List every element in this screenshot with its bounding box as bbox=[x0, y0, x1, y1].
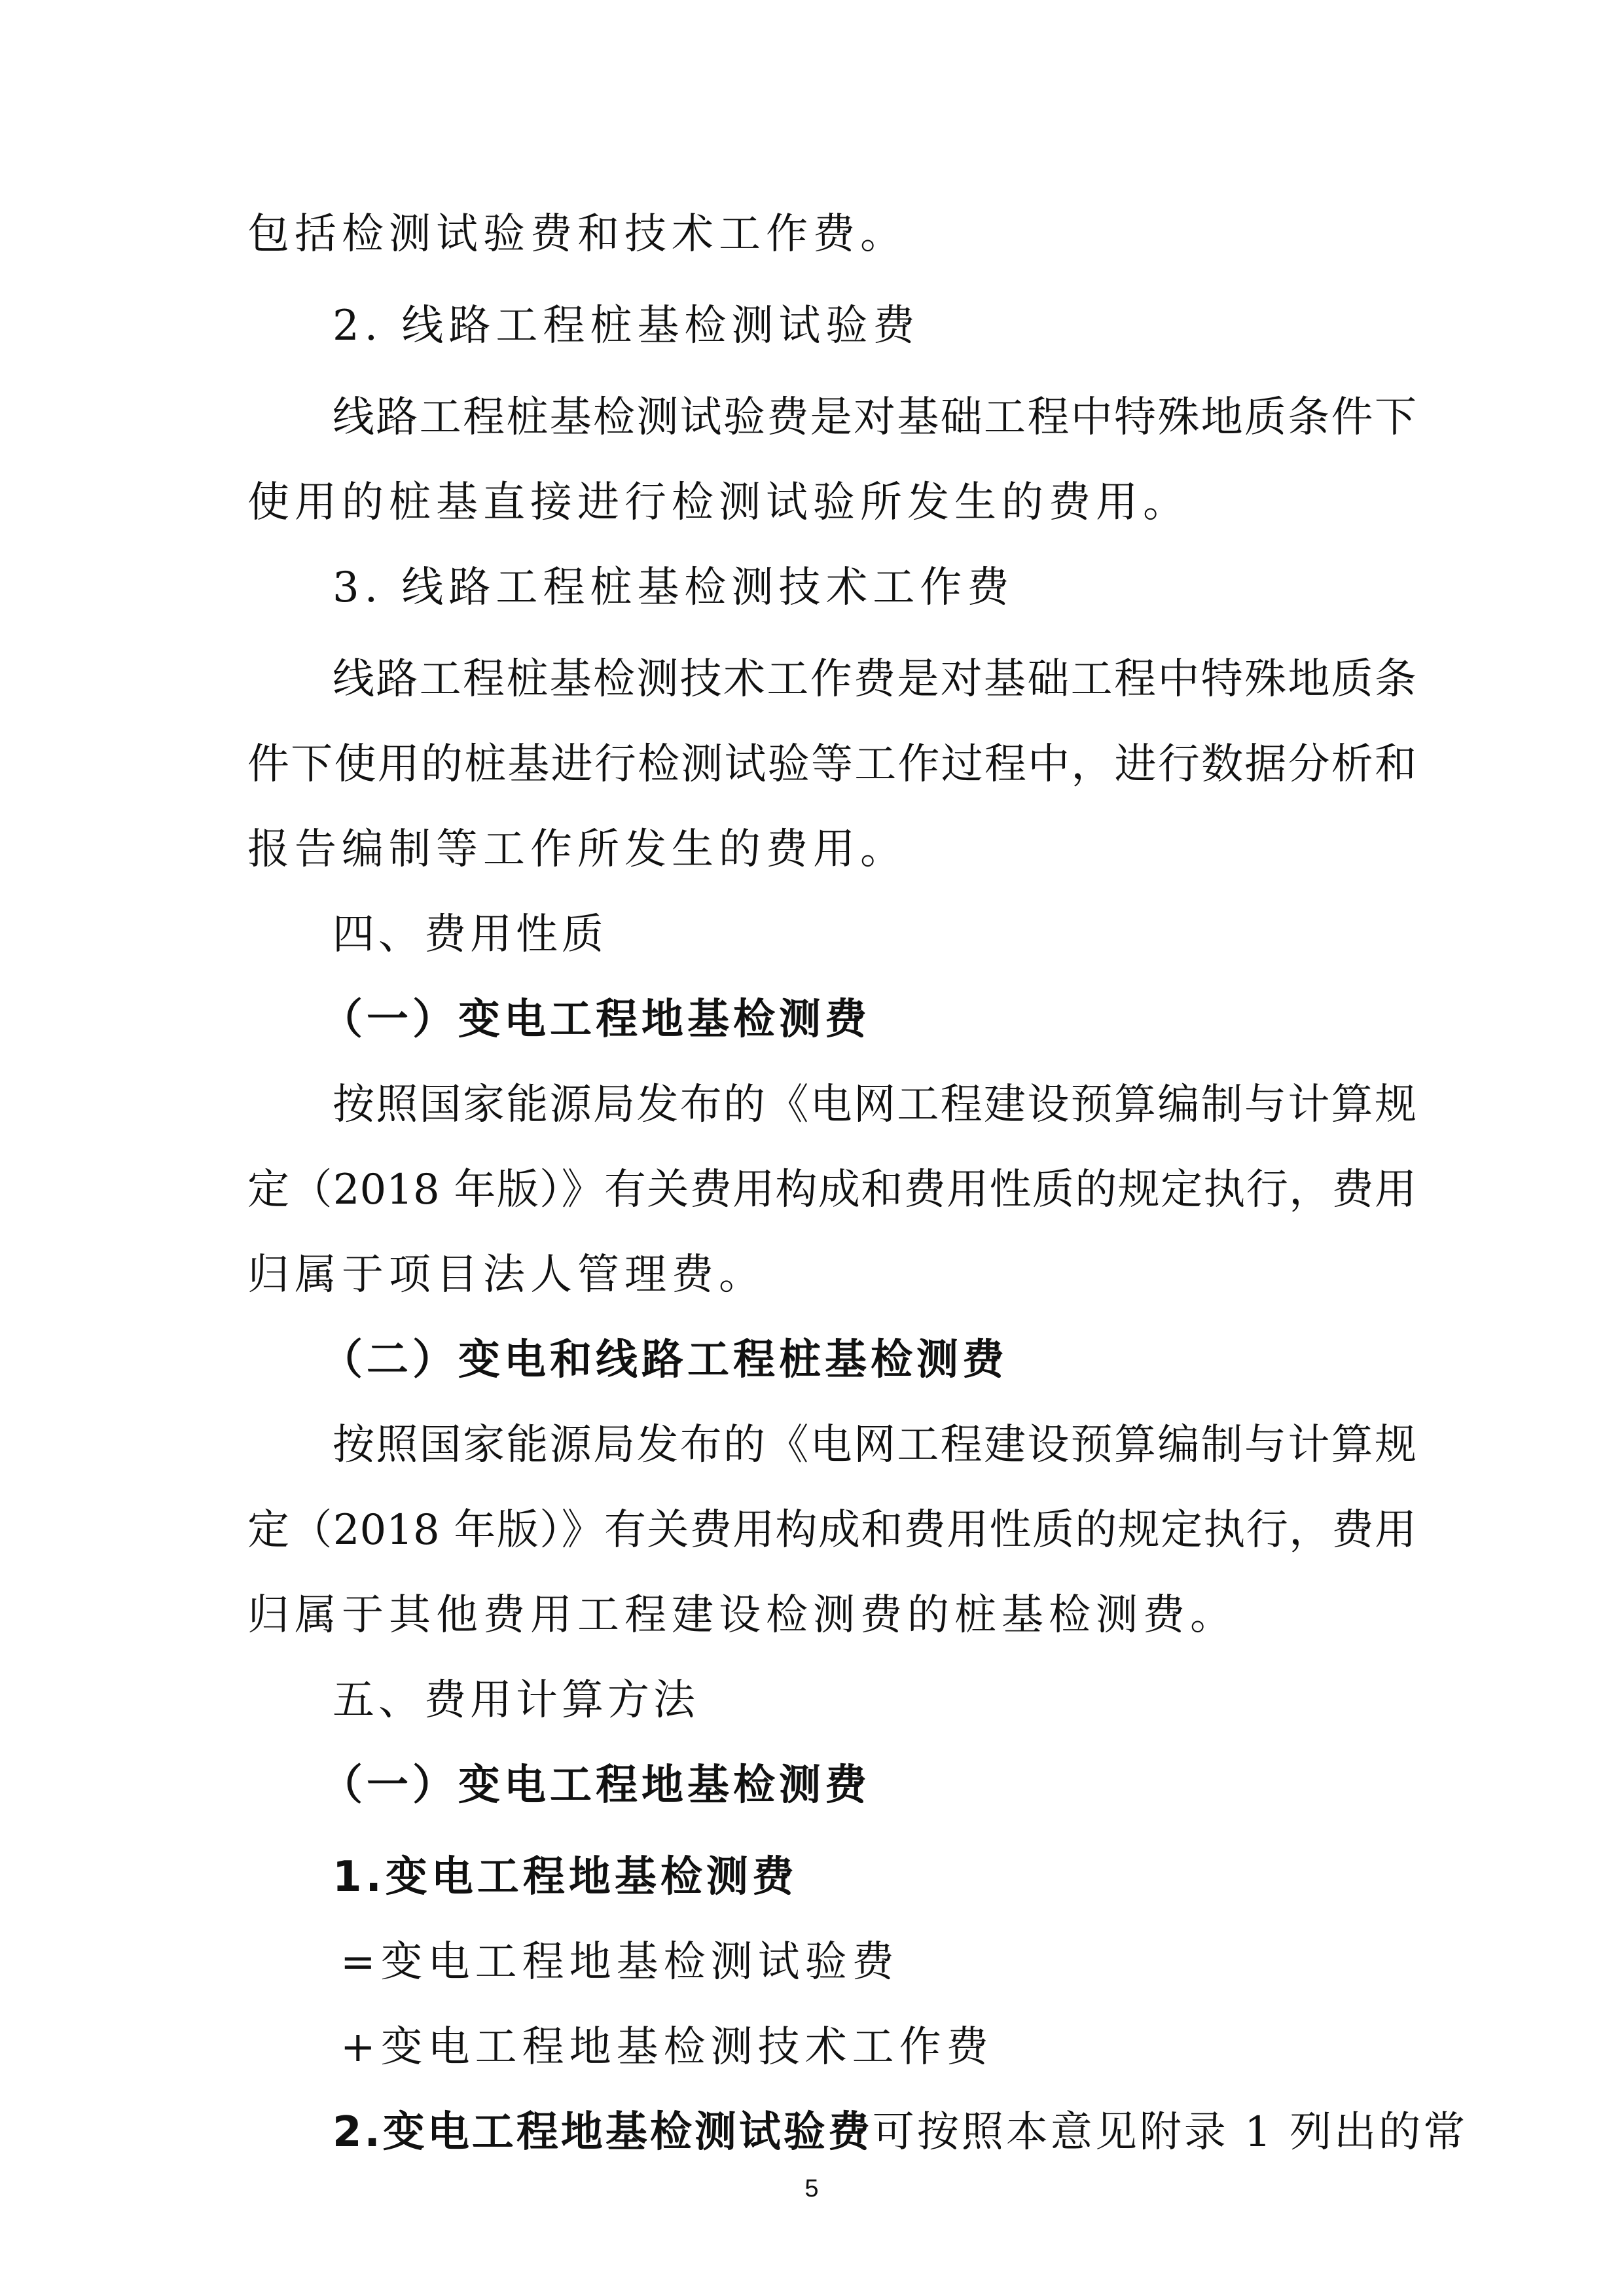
subsection-heading: （一）变电工程地基检测费 bbox=[321, 996, 871, 1044]
paragraph-line: 件下使用的桩基进行检测试验等工作过程中，进行数据分析和 bbox=[247, 740, 1416, 789]
formula-line: =变电工程地基检测试验费 bbox=[340, 1938, 899, 1986]
bold-run: 2.变电工程地基检测试验费 bbox=[333, 2108, 873, 2157]
formula-line: +变电工程地基检测技术工作费 bbox=[340, 2023, 994, 2072]
paragraph-line: 线路工程桩基检测试验费是对基础工程中特殊地质条件下 bbox=[333, 393, 1416, 442]
section-heading: 四、费用性质 bbox=[333, 910, 607, 959]
paragraph-line: 包括检测试验费和技术工作费。 bbox=[247, 210, 907, 259]
paragraph-line: 定（2018 年版）》有关费用构成和费用性质的规定执行，费用 bbox=[247, 1166, 1416, 1214]
paragraph-line: 定（2018 年版）》有关费用构成和费用性质的规定执行，费用 bbox=[247, 1506, 1416, 1554]
subsection-heading: （二）变电和线路工程桩基检测费 bbox=[321, 1336, 1008, 1384]
subsection-title: 3. 线路工程桩基检测技术工作费 bbox=[333, 564, 1015, 612]
text-run: 可按照本意见附录 1 列出的常 bbox=[872, 2108, 1468, 2157]
formula-title: 1.变电工程地基检测费 bbox=[333, 1853, 798, 1901]
page-number: 5 bbox=[804, 2175, 819, 2202]
paragraph-line: 线路工程桩基检测技术工作费是对基础工程中特殊地质条 bbox=[333, 655, 1416, 704]
paragraph-line: 使用的桩基直接进行检测试验所发生的费用。 bbox=[247, 478, 1190, 527]
subsection-title: 2. 线路工程桩基检测试验费 bbox=[333, 302, 920, 350]
paragraph-line: 归属于项目法人管理费。 bbox=[247, 1251, 766, 1299]
paragraph-line: 归属于其他费用工程建设检测费的桩基检测费。 bbox=[247, 1591, 1237, 1640]
paragraph-line: 报告编制等工作所发生的费用。 bbox=[247, 825, 907, 874]
paragraph-line bbox=[333, 2101, 1468, 2164]
paragraph-line: 按照国家能源局发布的《电网工程建设预算编制与计算规 bbox=[333, 1081, 1416, 1129]
subsection-heading: （一）变电工程地基检测费 bbox=[321, 1761, 871, 1810]
paragraph-line: 按照国家能源局发布的《电网工程建设预算编制与计算规 bbox=[333, 1421, 1416, 1469]
section-heading: 五、费用计算方法 bbox=[333, 1676, 699, 1725]
